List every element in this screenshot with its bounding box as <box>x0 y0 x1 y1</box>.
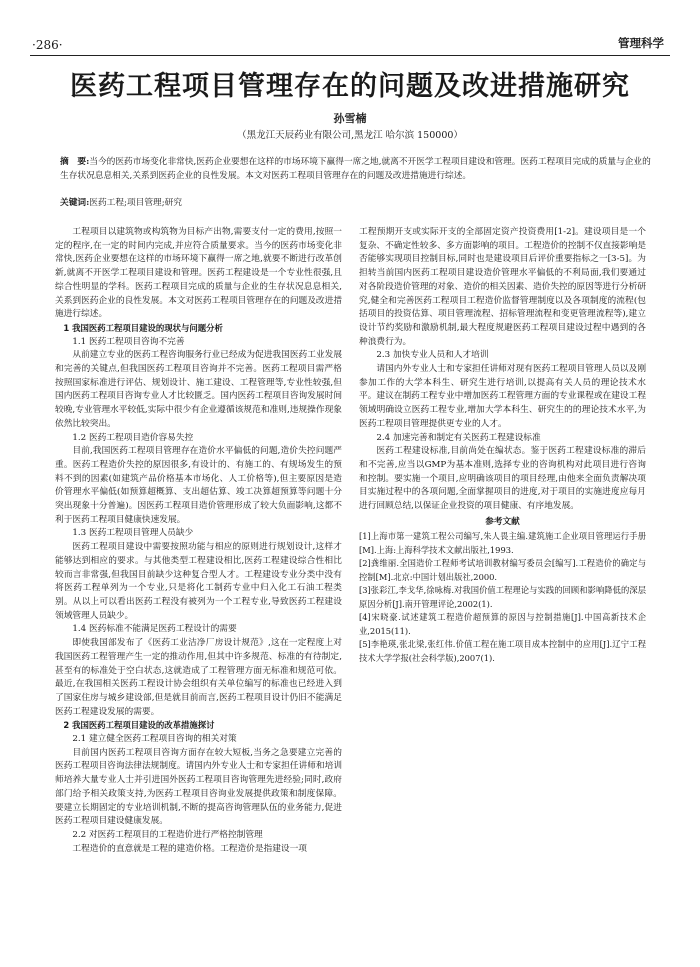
subsection-heading: 2.3 加快专业人员和人才培训 <box>376 350 489 361</box>
page-number: ·286· <box>32 38 63 52</box>
keywords <box>60 196 182 208</box>
paragraph: 医药工程建设标准,目前尚处在编状态。鉴于医药工程建设标准的滞后和不完善,应当以GMP为基本准则,选择专业的咨询机构对此项目进行咨询和控制。要实施一个项目,应明确该项目的项目经理,由他来全面负责解决项目实施过程中的各项问题,全面掌握项目的进度,对于项目的实施进度应每月进行回顾总结,以保证企业投资的项目健康、有序地发展。 <box>359 446 646 512</box>
references-title: 参考文献 <box>485 516 520 527</box>
section-heading: 2 我国医药工程项目建设的改革措施探讨 <box>63 720 215 731</box>
subsection-heading: 2.2 对医药工程项目的工程造价进行严格控制管理 <box>72 829 263 840</box>
paragraph: 目前国内医药工程项目咨询方面存在较大短板,当务之急要建立完善的医药工程项目咨询法律法规制度。请国内外专业人士和专家担任讲师和培训师培养大量专业人士并引进国外医药工程项目咨询管理先进经验;同时,政府部门给予相关政策支持,为医药工程项目咨询业发展提供政策和制度保障。要建立长期固定的专业培训机制,不断的提高咨询管理队伍的业务能力,促进医药工程项目建设健康发展。 <box>55 747 342 827</box>
reference-item: [2]龚维丽.全国造价工程师考试培训教材编写委员会[编写].工程造价的确定与控制[M].北京:中国计划出版社,2000. <box>359 558 646 582</box>
body-left-column <box>55 226 342 856</box>
subsection-heading: 1.4 医药标准不能满足医药工程设计的需要 <box>72 624 237 635</box>
paper-title: 医药工程项目管理存在的问题及改进措施研究 <box>70 71 630 102</box>
keywords-text: 医药工程;项目管理;研究 <box>89 198 183 208</box>
reference-item: [3]张彩江,李戈华,徐咏梅.对我国价值工程理论与实践的回顾和影响降低的深层原因分析[J].南开管理评论,2002(1). <box>359 585 646 609</box>
author: 孙雪楠 <box>333 112 367 125</box>
paragraph: 即使我国部发布了《医药工业洁净厂房设计规范》,这在一定程度上对我国医药工程管理产生一定的推动作用,但其中许多规范、标准的有待制定,甚至有的标准处于空白状态,这就造成了工程管理方面无标准和规范可依。最近,在我国相关医药工程设计协会组织有关单位编写的标准也已经进入到了国家住房与城乡建设部,但是就目前而言,医药工程项目设计仍旧不能满足医药工程建设发展的需要。 <box>55 638 342 717</box>
paragraph: 工程造价的直意就是工程的建造价格。工程造价是指建设一项 <box>72 843 307 854</box>
subsection-heading: 2.4 加速完善和制定有关医药工程建设标准 <box>376 432 541 443</box>
paragraph: 工程预期开支或实际开支的全部固定资产投资费用[1-2]。建设项目是一个复杂、不确定性较多、多方面影响的项目。工程造价的控制不仅直接影响是否能够实现项目控制目标,同时也是建设项目后评价重要指标之一[3-5]。为担转当前国内医药工程项目建设造价管理水平偏低的不利局面,我们要通过对各阶段造价管理的对象、造价的相关因素、造价失控的原因等进行分析研究,健全和完善医药工程项目工程造价监督管理制度以及各项制度的流程(包括项目的投资估算、项目管理流程、招标管理流程和变更管理流程等),建立设计节约奖励和激励机制,最大程度规避医药工程项目建设过程中遇到的各种浪费行为。 <box>359 227 646 347</box>
section-heading: 1 我国医药工程项目建设的现状与问题分析 <box>63 322 223 333</box>
subsection-heading: 1.2 医药工程项目造价容易失控 <box>72 432 194 443</box>
subsection-heading: 2.1 建立健全医药工程项目咨询的相关对策 <box>72 734 237 745</box>
abstract <box>60 155 658 183</box>
subsection-heading: 1.3 医药工程项目管理人员缺少 <box>72 528 194 539</box>
body-right-column <box>359 226 646 665</box>
subsection-heading: 1.1 医药工程项目咨询不完善 <box>72 336 185 347</box>
reference-item: [4]宋晓豪.试述建筑工程造价超预算的原因与控制措施[J].中国高新技术企业,2015(11). <box>359 612 646 636</box>
abstract-label: 摘 要: <box>60 157 90 167</box>
reference-item: [5]李艳瑛,张北梁,张红伟.价值工程在施工项目成本控制中的应用[J].辽宁工程技术大学学报(社会科学版),2007(1). <box>359 639 646 663</box>
section-tag: 管理科学 <box>618 36 664 50</box>
header-rule <box>30 55 670 56</box>
paragraph: 工程项目以建筑物或构筑物为目标产出物,需要支付一定的费用,按照一定的程序,在一定的时间内完成,并应符合质量要求。当今的医药市场变化非常快,医药企业要想在这样的市场环境下赢得一席之地,就要不断进行改革创新,就离不开医学工程项目建设和管理。医药工程建设是一个专业性很强,且综合性明显的学科。医药工程项目完成的质量与企业的生存状况息息相关,关系到医药企业的良性发展。本文对医药工程项目管理存在的问题及改进措施进行综述。 <box>55 227 342 320</box>
paragraph: 目前,我国医药工程项目管理存在造价水平偏低的问题,造价失控问题严重。医药工程造价失控的原因很多,有设计的、有施工的、有规场发生的预料不到的因素(如建筑产品价格基本市场化、人工价格等),但主要原因是造价管理水平偏低(如预算超概算、支出超估算、竣工决算超预算等问题十分突出现象十分普遍)。因医药工程项目造价管理形成了较大负面影响,这都不利于医药工程项目健康快速发展。 <box>55 446 342 525</box>
keywords-label: 关键词: <box>60 198 90 208</box>
paragraph: 医药工程项目建设中需要按照功能与相应的原则进行规划设计,这样才能够达到相应的要求。与其他类型工程建设相比,医药工程建设综合性相比较而言非常强,但我国目前缺少这种复合型人才。工程建设专业分类中没有将医药工程单列为一个专业,只是将化工制药专业中归入化工石油工程类别。从以上可以看出医药工程没有被列为一个工程专业,导致医药工程建设领域管理人员缺少。 <box>55 542 342 621</box>
reference-item: [1]上海市第一建筑工程公司编写,朱人畏主编.建筑施工企业项目管理运行手册[M].上海:上海科学技术文献出版社,1993. <box>359 531 646 555</box>
paragraph: 从前建立专业的医药工程咨询服务行业已经成为促进我国医药工业发展和完善的关键点,但我国医药工程项目咨询并不完善。医药工程项目需严格按照国家标准进行评估、规划设计、施工建设、工程管理等,专业性较强,但国内医药工程项目咨询专业人才比较匮乏。国内医药工程项目咨询发展时间较晚,专业管理水平较低,实际中很少有企业遵循该规范和准则,违规操作现象依然比较突出。 <box>55 350 342 429</box>
abstract-text: 当今的医药市场变化非常快,医药企业要想在这样的市场环境下赢得一席之地,就离不开医学工程项目建设和管理。医药工程项目完成的质量与企业的生存状况息息相关,关系到医药企业的良性发展。本文对医药工程项目管理存在的问题及改进措施进行综述。 <box>60 157 651 181</box>
affiliation: （黑龙江天辰药业有限公司,黑龙江 哈尔滨 150000） <box>237 130 463 141</box>
paragraph: 请国内外专业人士和专家担任讲师对现有医药工程项目管理人员以及刚参加工作的大学本科生、研究生进行培训,以提高有关人员的理论技术水平。建议在制药工程专业中增加医药工程管理方面的专业课程或在建设工程领域明确设立医药工程专业,增加大学本科生、研究生的的理论技术水平,为医药工程项目管理提供更专业的人才。 <box>359 364 646 429</box>
